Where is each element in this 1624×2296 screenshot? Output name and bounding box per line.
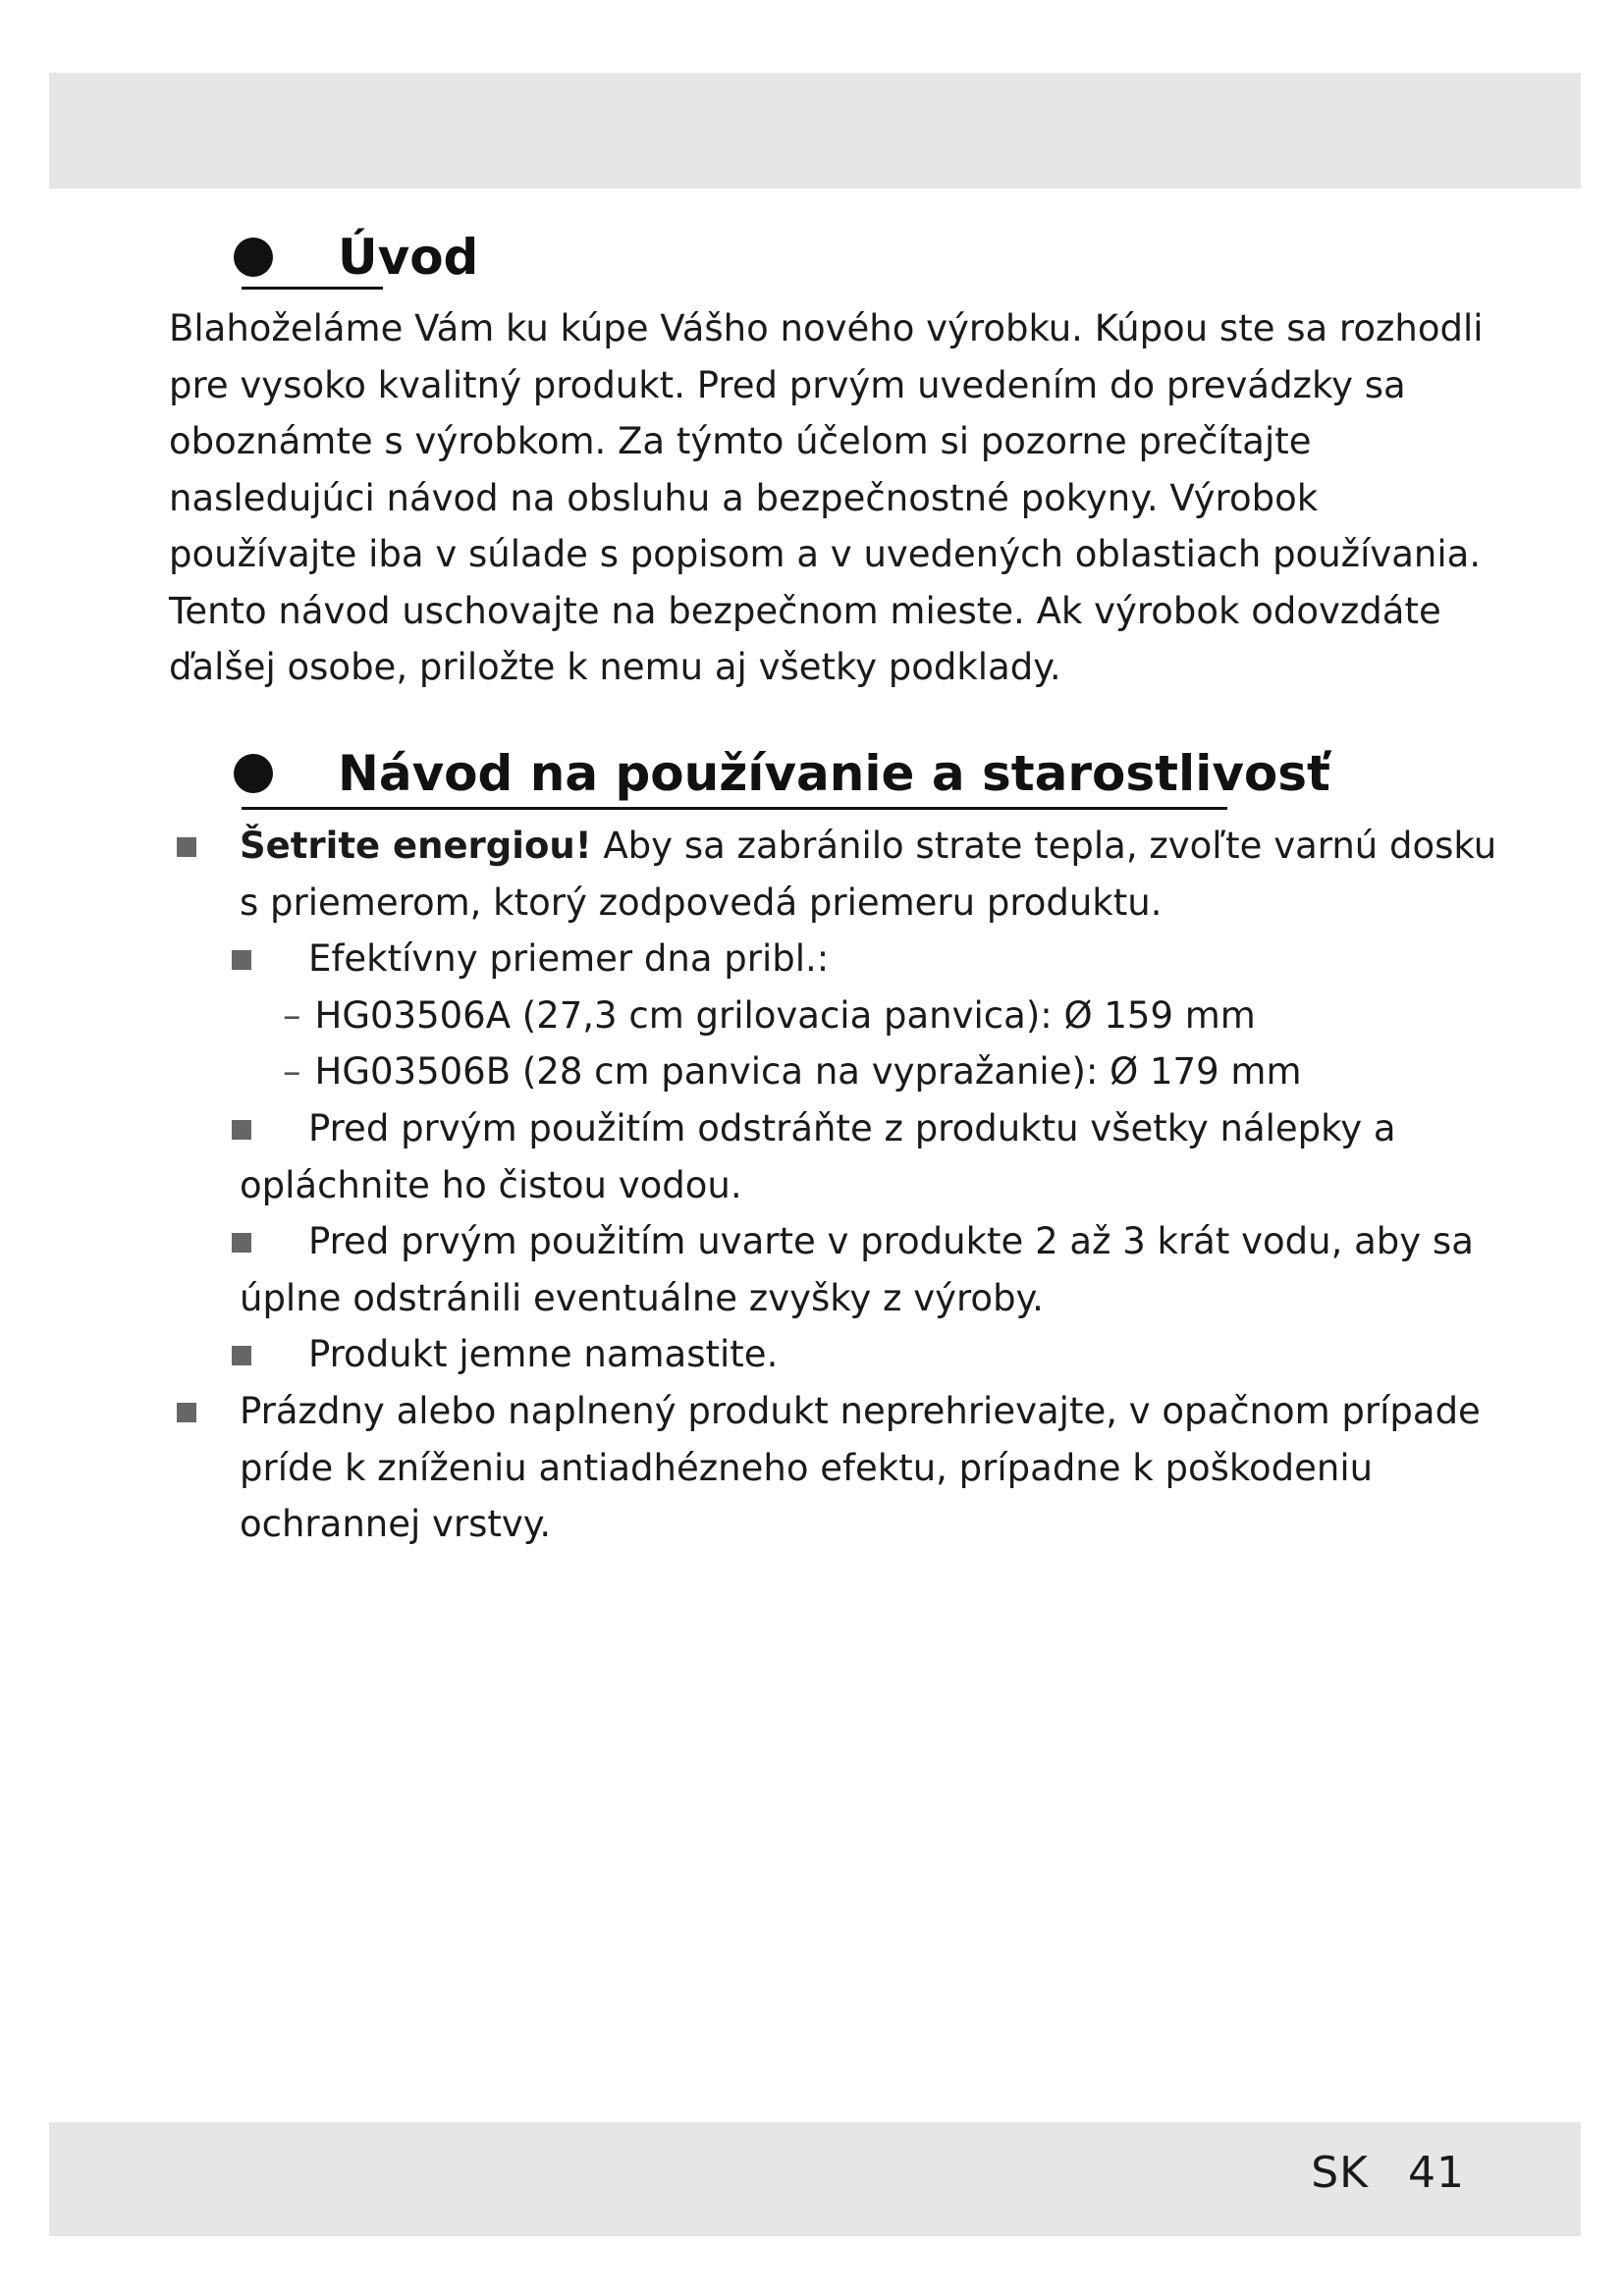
list-item-grease [240, 1326, 1506, 1383]
diameter-b-text: HG03506B (28 cm panvica na vypražanie): Ø 179 mm [314, 1050, 1302, 1093]
list-item-energy [240, 818, 1506, 931]
page-number: 41 [1408, 2148, 1465, 2198]
square-bullet-icon [232, 1346, 251, 1365]
dash-bullet: – [283, 1050, 301, 1093]
diameter-a-text: HG03506A (27,3 cm grilovacia panvica): Ø 159 mm [314, 994, 1256, 1037]
list-item-diameter [240, 931, 1506, 988]
list-item-diameter-a [283, 988, 1461, 1044]
heading-bullet-icon [234, 754, 273, 793]
energy-text: Aby sa zabránilo strate tepla, zvoľte varnú dosku s priemerom, ktorý zodpovedá priemeru produktu. [240, 825, 1497, 924]
boil-text: Pred prvým použitím uvarte v produkte 2 až 3 krát vodu, aby sa úplne odstránili eventuálne zvyšky z výroby. [240, 1220, 1474, 1319]
list-item-diameter-b [283, 1043, 1461, 1100]
diameter-label: Efektívny priemer dna pribl.: [308, 937, 830, 980]
language-code: SK [1311, 2148, 1369, 2198]
page-footer [1311, 2148, 1465, 2198]
heading-title: Návod na používanie a starostlivosť [338, 745, 1330, 802]
energy-bold-lead: Šetrite energiou! [240, 825, 592, 867]
intro-paragraph: Blahoželáme Vám ku kúpe Vášho nového výrobku. Kúpou ste sa rozhodli pre vysoko kvalitný produkt. Pred prvým uvedením do prevádzky sa oboznámte s výrobkom. Za týmto účelom si pozorne prečítajte nasledujúci návod na obsluhu a bezpečnostné pokyny. Výrobok používajte iba v súlade s popisom a v uvedených oblastiach používania. Tento návod uschovajte na bezpečnom mieste. Ak výrobok odovzdáte ďalšej osobe, priložte k nemu aj všetky podklady. [169, 307, 1484, 688]
square-bullet-icon [232, 1233, 251, 1253]
grease-text: Produkt jemne namastite. [308, 1333, 779, 1375]
list-item-boil [240, 1213, 1506, 1326]
sticker-text: Pred prvým použitím odstráňte z produktu všetky nálepky a opláchnite ho čistou vodou. [240, 1107, 1396, 1206]
heading-bullet-icon [234, 238, 273, 277]
heading-underline [242, 807, 1227, 810]
dash-bullet: – [283, 994, 301, 1037]
heading-title: Úvod [338, 229, 479, 286]
square-bullet-icon [232, 1120, 251, 1140]
header-band [49, 73, 1581, 188]
square-bullet-icon [177, 837, 196, 857]
square-bullet-icon [232, 950, 251, 970]
heading-underline [242, 287, 383, 290]
list-item-sticker [240, 1100, 1506, 1213]
list-item-overheat [240, 1383, 1506, 1553]
overheat-text: Prázdny alebo naplnený produkt neprehrievajte, v opačnom prípade príde k zníženiu antiadhézneho efektu, prípadne k poškodeniu ochrannej vrstvy. [240, 1390, 1481, 1545]
square-bullet-icon [177, 1403, 196, 1422]
